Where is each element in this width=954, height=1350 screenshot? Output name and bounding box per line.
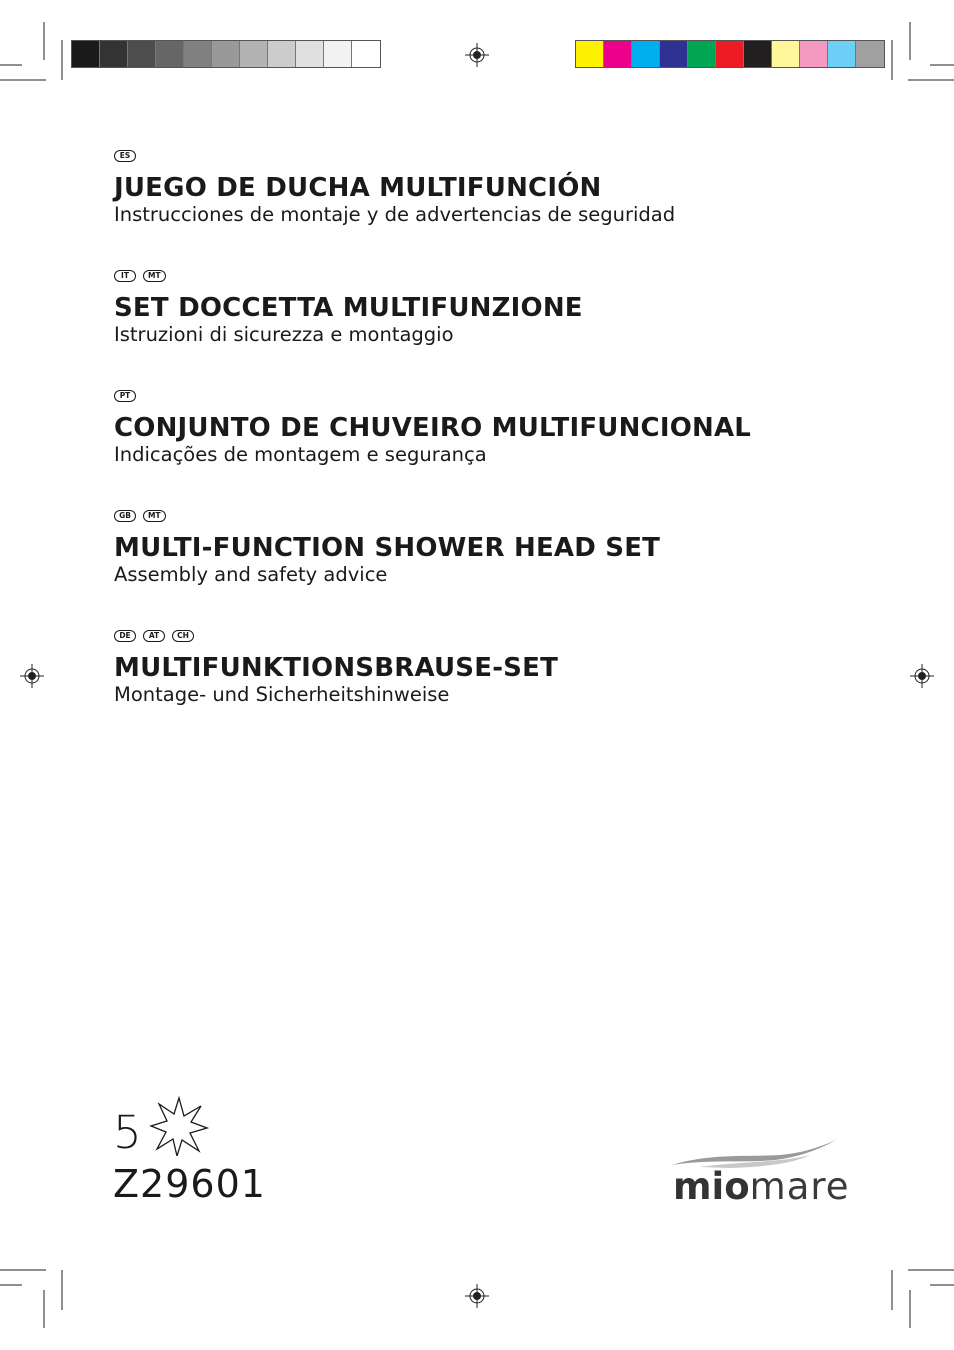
section-pt <box>114 390 751 467</box>
registration-mark-right <box>910 664 934 688</box>
color-swatch <box>156 41 184 67</box>
section-title: MULTI-FUNCTION SHOWER HEAD SET <box>114 533 661 563</box>
star-outline-icon <box>149 1096 209 1156</box>
product-code: Z29601 <box>113 1162 266 1206</box>
language-badges <box>114 390 751 404</box>
section-es <box>114 150 675 227</box>
language-badge: IT <box>114 270 136 282</box>
language-badge: GB <box>114 510 136 522</box>
color-swatch <box>324 41 352 67</box>
language-badge: MT <box>143 270 166 282</box>
language-badges <box>114 270 583 284</box>
section-title: SET DOCCETTA MULTIFUNZIONE <box>114 293 583 323</box>
language-badge: DE <box>114 630 136 642</box>
language-badges <box>114 150 675 164</box>
color-swatch <box>660 41 688 67</box>
color-swatch <box>856 41 884 67</box>
color-swatch <box>184 41 212 67</box>
warranty-number: 5 <box>113 1106 142 1159</box>
color-swatch <box>240 41 268 67</box>
section-subtitle: Istruzioni di sicurezza e montaggio <box>114 323 454 346</box>
section-subtitle: Montage- und Sicherheitshinweise <box>114 683 450 706</box>
brand-part-bold: mio <box>673 1165 750 1208</box>
section-gb <box>114 510 660 587</box>
section-title: MULTIFUNKTIONSBRAUSE-SET <box>114 653 559 683</box>
language-badges <box>114 510 660 524</box>
color-swatch <box>632 41 660 67</box>
color-swatch <box>576 41 604 67</box>
color-swatch <box>100 41 128 67</box>
language-badge: ES <box>114 150 136 162</box>
language-badge: PT <box>114 390 136 402</box>
color-swatch <box>268 41 296 67</box>
color-calibration-bar <box>575 40 885 68</box>
color-swatch <box>828 41 856 67</box>
registration-mark-left <box>20 664 44 688</box>
color-swatch <box>800 41 828 67</box>
brand-logo <box>670 1135 850 1215</box>
color-swatch <box>744 41 772 67</box>
brand-wordmark <box>673 1165 850 1209</box>
language-badge: CH <box>172 630 194 642</box>
grayscale-calibration-bar <box>71 40 381 68</box>
section-subtitle: Indicações de montagem e segurança <box>114 443 487 466</box>
color-swatch <box>716 41 744 67</box>
color-swatch <box>688 41 716 67</box>
color-swatch <box>212 41 240 67</box>
section-subtitle: Instrucciones de montaje y de advertencias de seguridad <box>114 203 676 226</box>
section-title: JUEGO DE DUCHA MULTIFUNCIÓN <box>114 173 602 203</box>
color-swatch <box>772 41 800 67</box>
language-badges <box>114 630 558 644</box>
section-subtitle: Assembly and safety advice <box>114 563 388 586</box>
registration-mark-bottom <box>465 1284 489 1308</box>
color-swatch <box>128 41 156 67</box>
registration-mark-top <box>465 43 489 67</box>
section-it <box>114 270 583 347</box>
language-badge: MT <box>143 510 166 522</box>
language-badge: AT <box>143 630 165 642</box>
color-swatch <box>72 41 100 67</box>
section-de <box>114 630 558 707</box>
color-swatch <box>352 41 380 67</box>
brand-part-light: mare <box>749 1165 850 1208</box>
color-swatch <box>604 41 632 67</box>
section-title: CONJUNTO DE CHUVEIRO MULTIFUNCIONAL <box>114 413 752 443</box>
color-swatch <box>296 41 324 67</box>
